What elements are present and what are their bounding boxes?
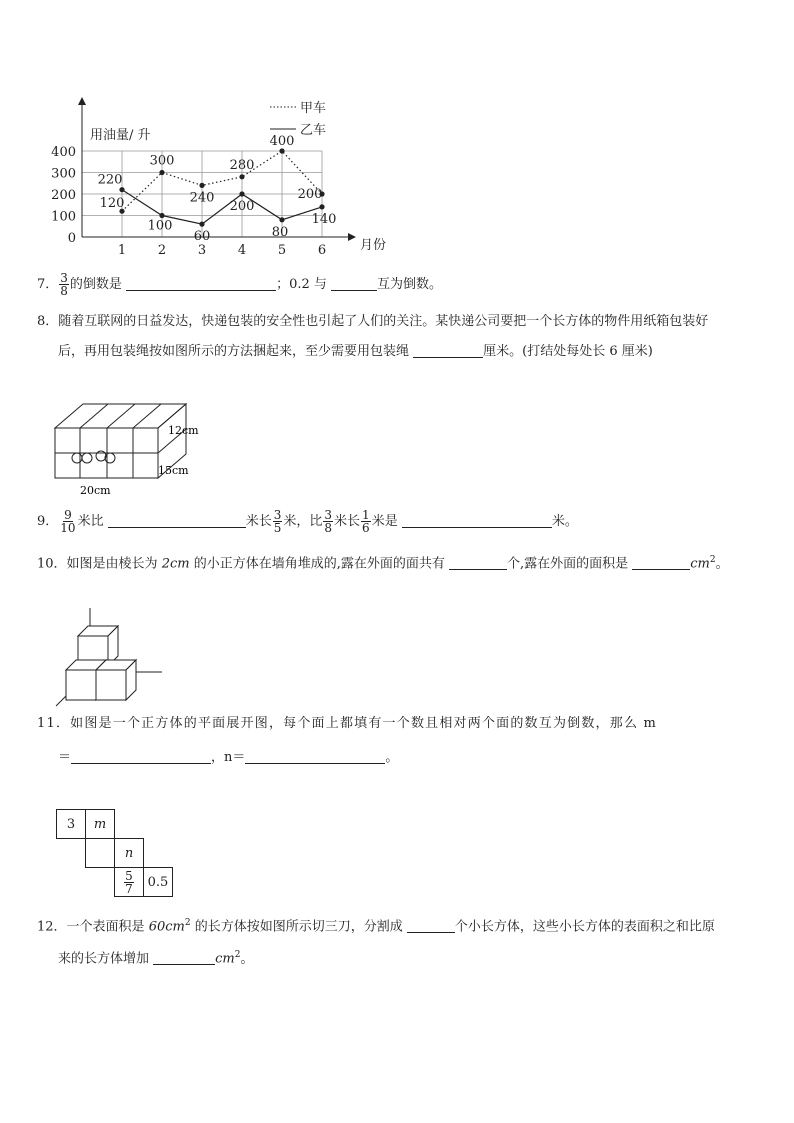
x-tick-label: 3 (197, 243, 207, 258)
x-axis-arrow (348, 233, 356, 241)
corner-cubes-figure (50, 600, 165, 710)
x-tick-label: 6 (317, 243, 327, 258)
q8-blank[interactable] (413, 343, 483, 358)
y-axis-arrow (78, 97, 86, 105)
net-cell-n: n (115, 839, 144, 868)
q7-blank-1[interactable] (126, 276, 276, 291)
y-tick-label: 0 (67, 231, 76, 246)
q9-blank-2[interactable] (402, 513, 552, 528)
x-tick-label: 1 (117, 243, 127, 258)
series-2-data-label: 220 (97, 172, 123, 188)
series-2-point (319, 204, 324, 209)
legend-label-2: 乙车 (300, 123, 327, 138)
question-8-line-2: 后，再用包装绳按如图所示的方法捆起来，至少需要用包装绳 厘米。(打结处每处长 6 厘米) (58, 344, 653, 359)
y-tick-label: 200 (51, 188, 76, 203)
q7-fraction: $\frac{3}{8}$ (60, 271, 68, 298)
q12-blank-1[interactable] (407, 918, 455, 933)
x-tick-label: 2 (157, 243, 167, 258)
series-1-data-label: 280 (229, 157, 255, 173)
series-2-data-label: 200 (229, 199, 255, 214)
legend-label-1: 甲车 (300, 101, 327, 116)
x-tick-label: 4 (237, 243, 247, 258)
box-height-label: 12cm (168, 424, 199, 437)
question-9: 9． $\frac{9}{10}$ 米比 米长 $\frac{3}{5}$ 米，比 $\frac{3}{8}$ 米长 $\frac{1}{6}$ 米是 米。 (37, 508, 578, 535)
y-tick-label: 400 (51, 145, 76, 160)
series-2-data-label: 60 (193, 229, 211, 245)
question-11-line-2: ＝ ，n＝ 。 (58, 750, 399, 765)
series-1-point (159, 170, 164, 175)
net-cell-0-5: 0.5 (144, 868, 173, 897)
series-2-point (239, 191, 244, 196)
y-tick-label: 100 (51, 209, 76, 225)
question-10: 10．如图是由棱长为 2cm 的小正方体在墙角堆成的,露在外面的面共有 个,露在外面的面积是 $cm^2$。 (37, 555, 729, 572)
series-1-point (199, 183, 204, 188)
net-cell-3: 3 (57, 810, 86, 839)
box-length-label: 20cm (80, 484, 111, 497)
series-1-data-label: 120 (99, 196, 125, 212)
series-1-data-label: 400 (269, 134, 295, 149)
fuel-usage-line-chart (50, 95, 390, 265)
y-tick-label: 300 (51, 166, 76, 182)
cube-net-figure (56, 809, 173, 897)
net-cell-fraction: $\frac{5}{7}$ (115, 868, 144, 897)
x-axis-label: 月份 (360, 238, 387, 253)
question-7: 7． $\frac{3}{8}$ 的倒数是 ；0.2 与 互为倒数。 (37, 271, 443, 298)
x-tick-label: 5 (277, 243, 287, 258)
q10-blank-1[interactable] (449, 555, 507, 570)
series-1-data-label: 300 (149, 153, 175, 169)
q9-blank-1[interactable] (108, 513, 246, 528)
series-2-point (199, 222, 204, 227)
series-1-point (239, 174, 244, 179)
series-1-point (279, 148, 284, 153)
q7-number: 7． (37, 277, 59, 292)
question-12-line-1: 12．一个表面积是 $60cm^2$ 的长方体按如图所示切三刀，分割成 个小长方体，这些小长方体的表面积之和比原 (37, 918, 715, 935)
net-cell-m: m (86, 810, 115, 839)
packaged-box-figure (50, 400, 220, 500)
q10-blank-2[interactable] (632, 555, 690, 570)
series-2-point (279, 217, 284, 222)
question-12-line-2: 来的长方体增加 $cm^2$。 (58, 950, 254, 967)
series-1-data-label: 240 (189, 190, 215, 206)
net-cell-blank-1 (86, 839, 115, 868)
question-8-line-1: 8．随着互联网的日益发达，快递包装的安全性也引起了人们的关注。某快递公司要把一个长方体的物件用纸箱包装好 (37, 314, 709, 329)
series-2-data-label: 80 (271, 224, 289, 240)
series-2-point (119, 187, 124, 192)
q11-blank-m[interactable] (71, 749, 211, 764)
series-1-data-label: 200 (297, 187, 323, 202)
q12-blank-2[interactable] (153, 950, 215, 965)
series-2-point (159, 213, 164, 218)
question-11-line-1: 11．如图是一个正方体的平面展开图，每个面上都填有一个数且相对两个面的数互为倒数，那么 m (37, 716, 658, 731)
series-2-data-label: 140 (311, 211, 337, 227)
q11-blank-n[interactable] (245, 749, 385, 764)
q7-blank-2[interactable] (331, 276, 377, 291)
box-width-label: 15cm (158, 464, 189, 477)
y-axis-label: 用油量/ 升 (90, 128, 151, 143)
series-2-data-label: 100 (147, 218, 173, 234)
